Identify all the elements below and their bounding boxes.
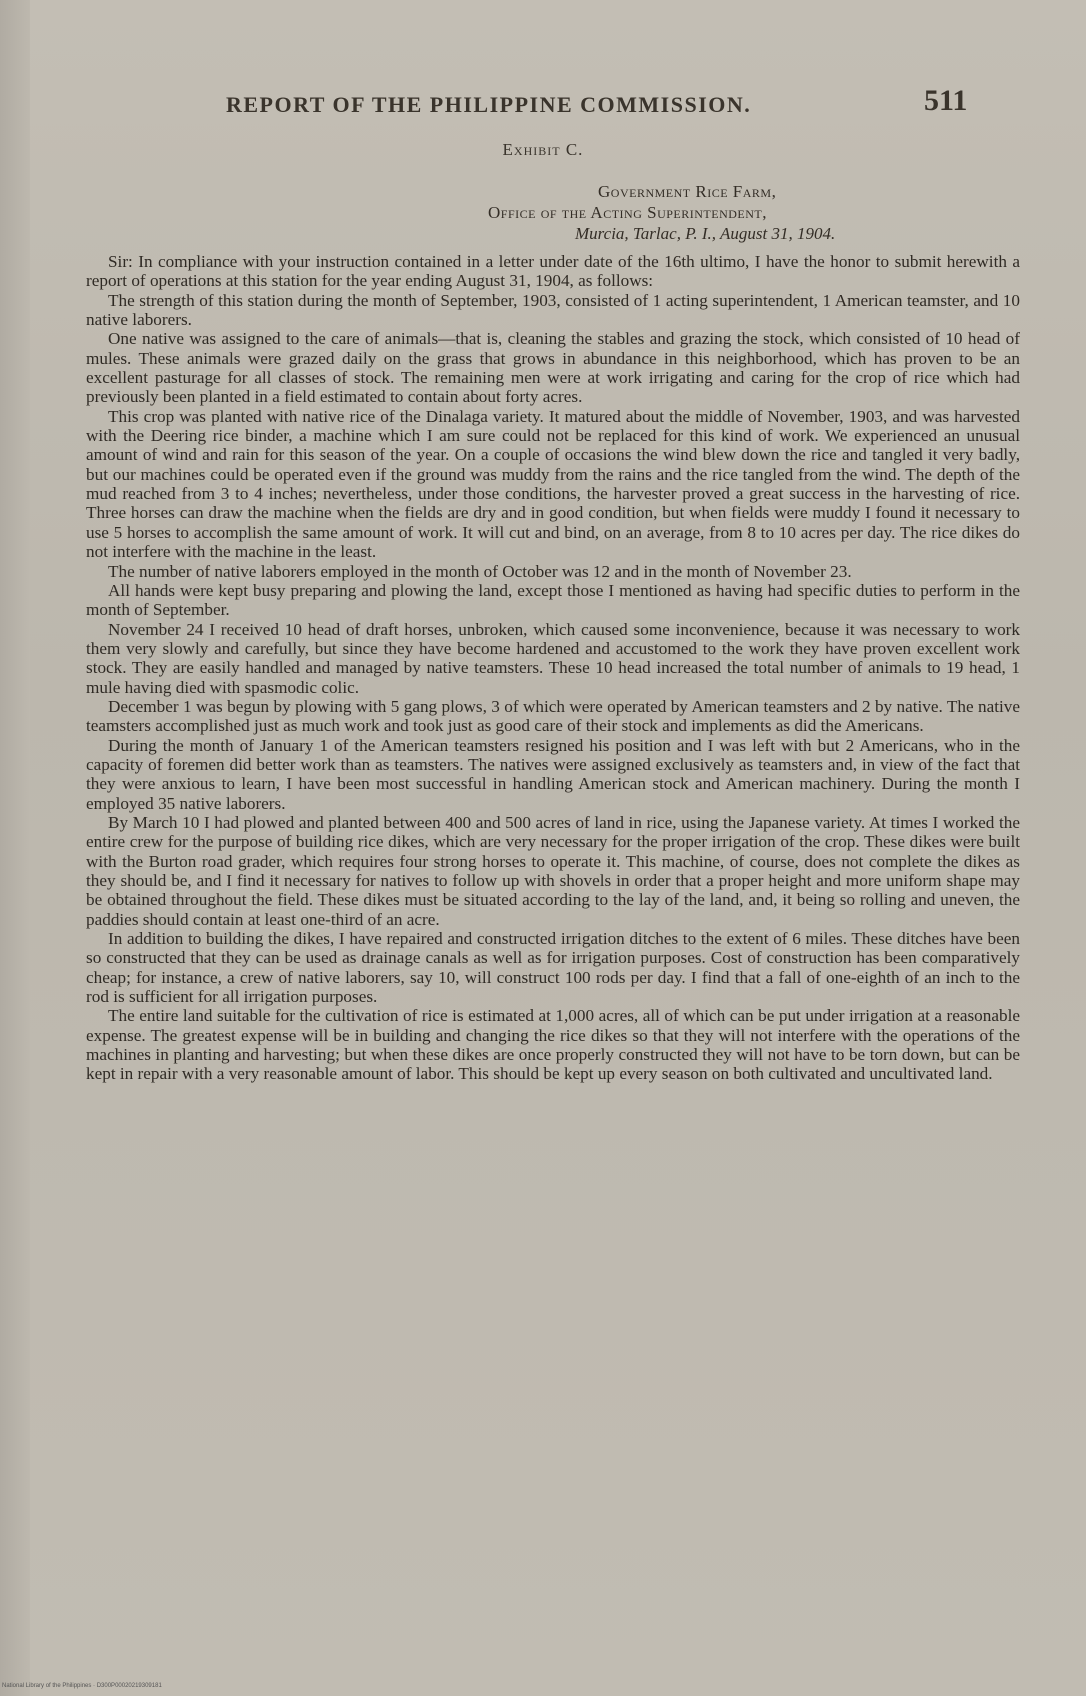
paragraph: November 24 I received 10 head of draft horses, unbroken, which caused some inconvenience, because it was necessary to work them very slowly and carefully, but since they have become hardened and accustomed to the work they have proven excellent work stock. They are easily handled and managed by native teamsters. These 10 head increased the total number of animals to 19 head, 1 mule having died with spasmodic colic. (86, 619, 1020, 697)
paragraph: December 1 was begun by plowing with 5 gang plows, 3 of which were operated by American teamsters and 2 by native. The native teamsters accomplished just as much work and took just as good care of their stock and implements as did the Americans. (86, 696, 1020, 736)
paragraph: All hands were kept busy preparing and plowing the land, except those I mentioned as having had specific duties to perform in the month of September. (86, 580, 1020, 620)
page-header (0, 84, 1086, 124)
paragraph: The number of native laborers employed in the month of October was 12 and in the month of November 23. (108, 561, 852, 581)
exhibit-title: Exhibit C. (502, 140, 584, 159)
scan-footer-label: National Library of the Philippines · D300P00020219309181 (2, 1683, 162, 1689)
paragraph: The entire land suitable for the cultivation of rice is estimated at 1,000 acres, all of which can be put under irrigation at a reasonable expense. The greatest expense will be in building and changing the rice dikes so that they will not interfere with the operations of the machines in planting and harvesting; but when these dikes are once properly constructed they will not have to be torn down, but can be kept in repair with a very reasonable amount of labor. This should be kept up every season on both cultivated and uncultivated land. (86, 1006, 1020, 1084)
paragraph: During the month of January 1 of the American teamsters resigned his position and I was left with but 2 Americans, who in the capacity of foremen did better work than as teamsters. The natives were assigned exclusively as teamsters and, in view of the fact that they were anxious to learn, I have been most successful in handling American stock and American machinery. During the month I employed 35 native laborers. (86, 735, 1020, 813)
paragraph: One native was assigned to the care of animals—that is, cleaning the stables and grazing the stock, which consisted of 10 head of mules. These animals were grazed daily on the grass that grows in abundance in this neighborhood, which has proven to be an excellent pasturage for all classes of stock. The remaining men were at work irrigating and caring for the crop of rice which had previously been planted in a field estimated to contain about forty acres. (86, 329, 1020, 407)
paragraph: This crop was planted with native rice of the Dinalaga variety. It matured about the middle of November, 1903, and was harvested with the Deering rice binder, a machine which I am sure could not be replaced for this kind of work. We experienced an unusual amount of wind and rain for this season of the year. On a couple of occasions the wind blew down the rice and tangled it very badly, but our machines could be operated even if the ground was muddy from the rains and the rice tangled from the wind. The depth of the mud reached from 3 to 4 inches; nevertheless, under those conditions, the harvester proved a great success in the harvesting of rice. Three horses can draw the machine when the fields are dry and in good condition, but when fields were muddy I found it necessary to use 5 horses to accomplish the same amount of work. It will cut and bind, on an average, from 8 to 10 acres per day. The rice dikes do not interfere with the machine in the least. (86, 406, 1020, 562)
address-line-1: Government Rice Farm, (598, 182, 777, 201)
paragraph: In addition to building the dikes, I have repaired and constructed irrigation ditches to the extent of 6 miles. These ditches have been so constructed that they can be used as drainage canals as well as for irrigation purposes. Cost of construction has been comparatively cheap; for instance, a crew of native laborers, say 10, will construct 100 rods per day. I find that a fall of one-eighth of an inch to the rod is sufficient for all irrigation purposes. (86, 929, 1020, 1007)
page-number: 511 (924, 84, 968, 117)
paragraph: The strength of this station during the month of September, 1903, consisted of 1 acting superintendent, 1 American teamster, and 10 native laborers. (86, 290, 1020, 330)
address-line-3: Murcia, Tarlac, P. I., August 31, 1904. (575, 224, 836, 243)
page-binding-edge (0, 0, 30, 1696)
paragraph: By March 10 I had plowed and planted between 400 and 500 acres of land in rice, using the Japanese variety. At times I worked the entire crew for the purpose of building rice dikes, which are very necessary for the proper irrigation of the crop. These dikes were built with the Burton road grader, which requires four strong horses to operate it. This machine, of course, does not complete the dikes as they should be, and I find it necessary for natives to follow up with shovels in order that a proper height and more uniform shape may be obtained throughout the field. These dikes must be situated according to the lay of the land, and, it being so rolling and uneven, the paddies should contain at least one-third of an acre. (86, 812, 1020, 929)
paragraph: Sir: In compliance with your instruction contained in a letter under date of the 16th ultimo, I have the honor to submit herewith a report of operations at this station for the year ending August 31, 1904, as follows: (86, 252, 1020, 291)
letter-body (86, 252, 1020, 1084)
address-line-2: Office of the Acting Superintendent, (488, 203, 767, 222)
running-title: REPORT OF THE PHILIPPINE COMMISSION. (226, 92, 752, 117)
